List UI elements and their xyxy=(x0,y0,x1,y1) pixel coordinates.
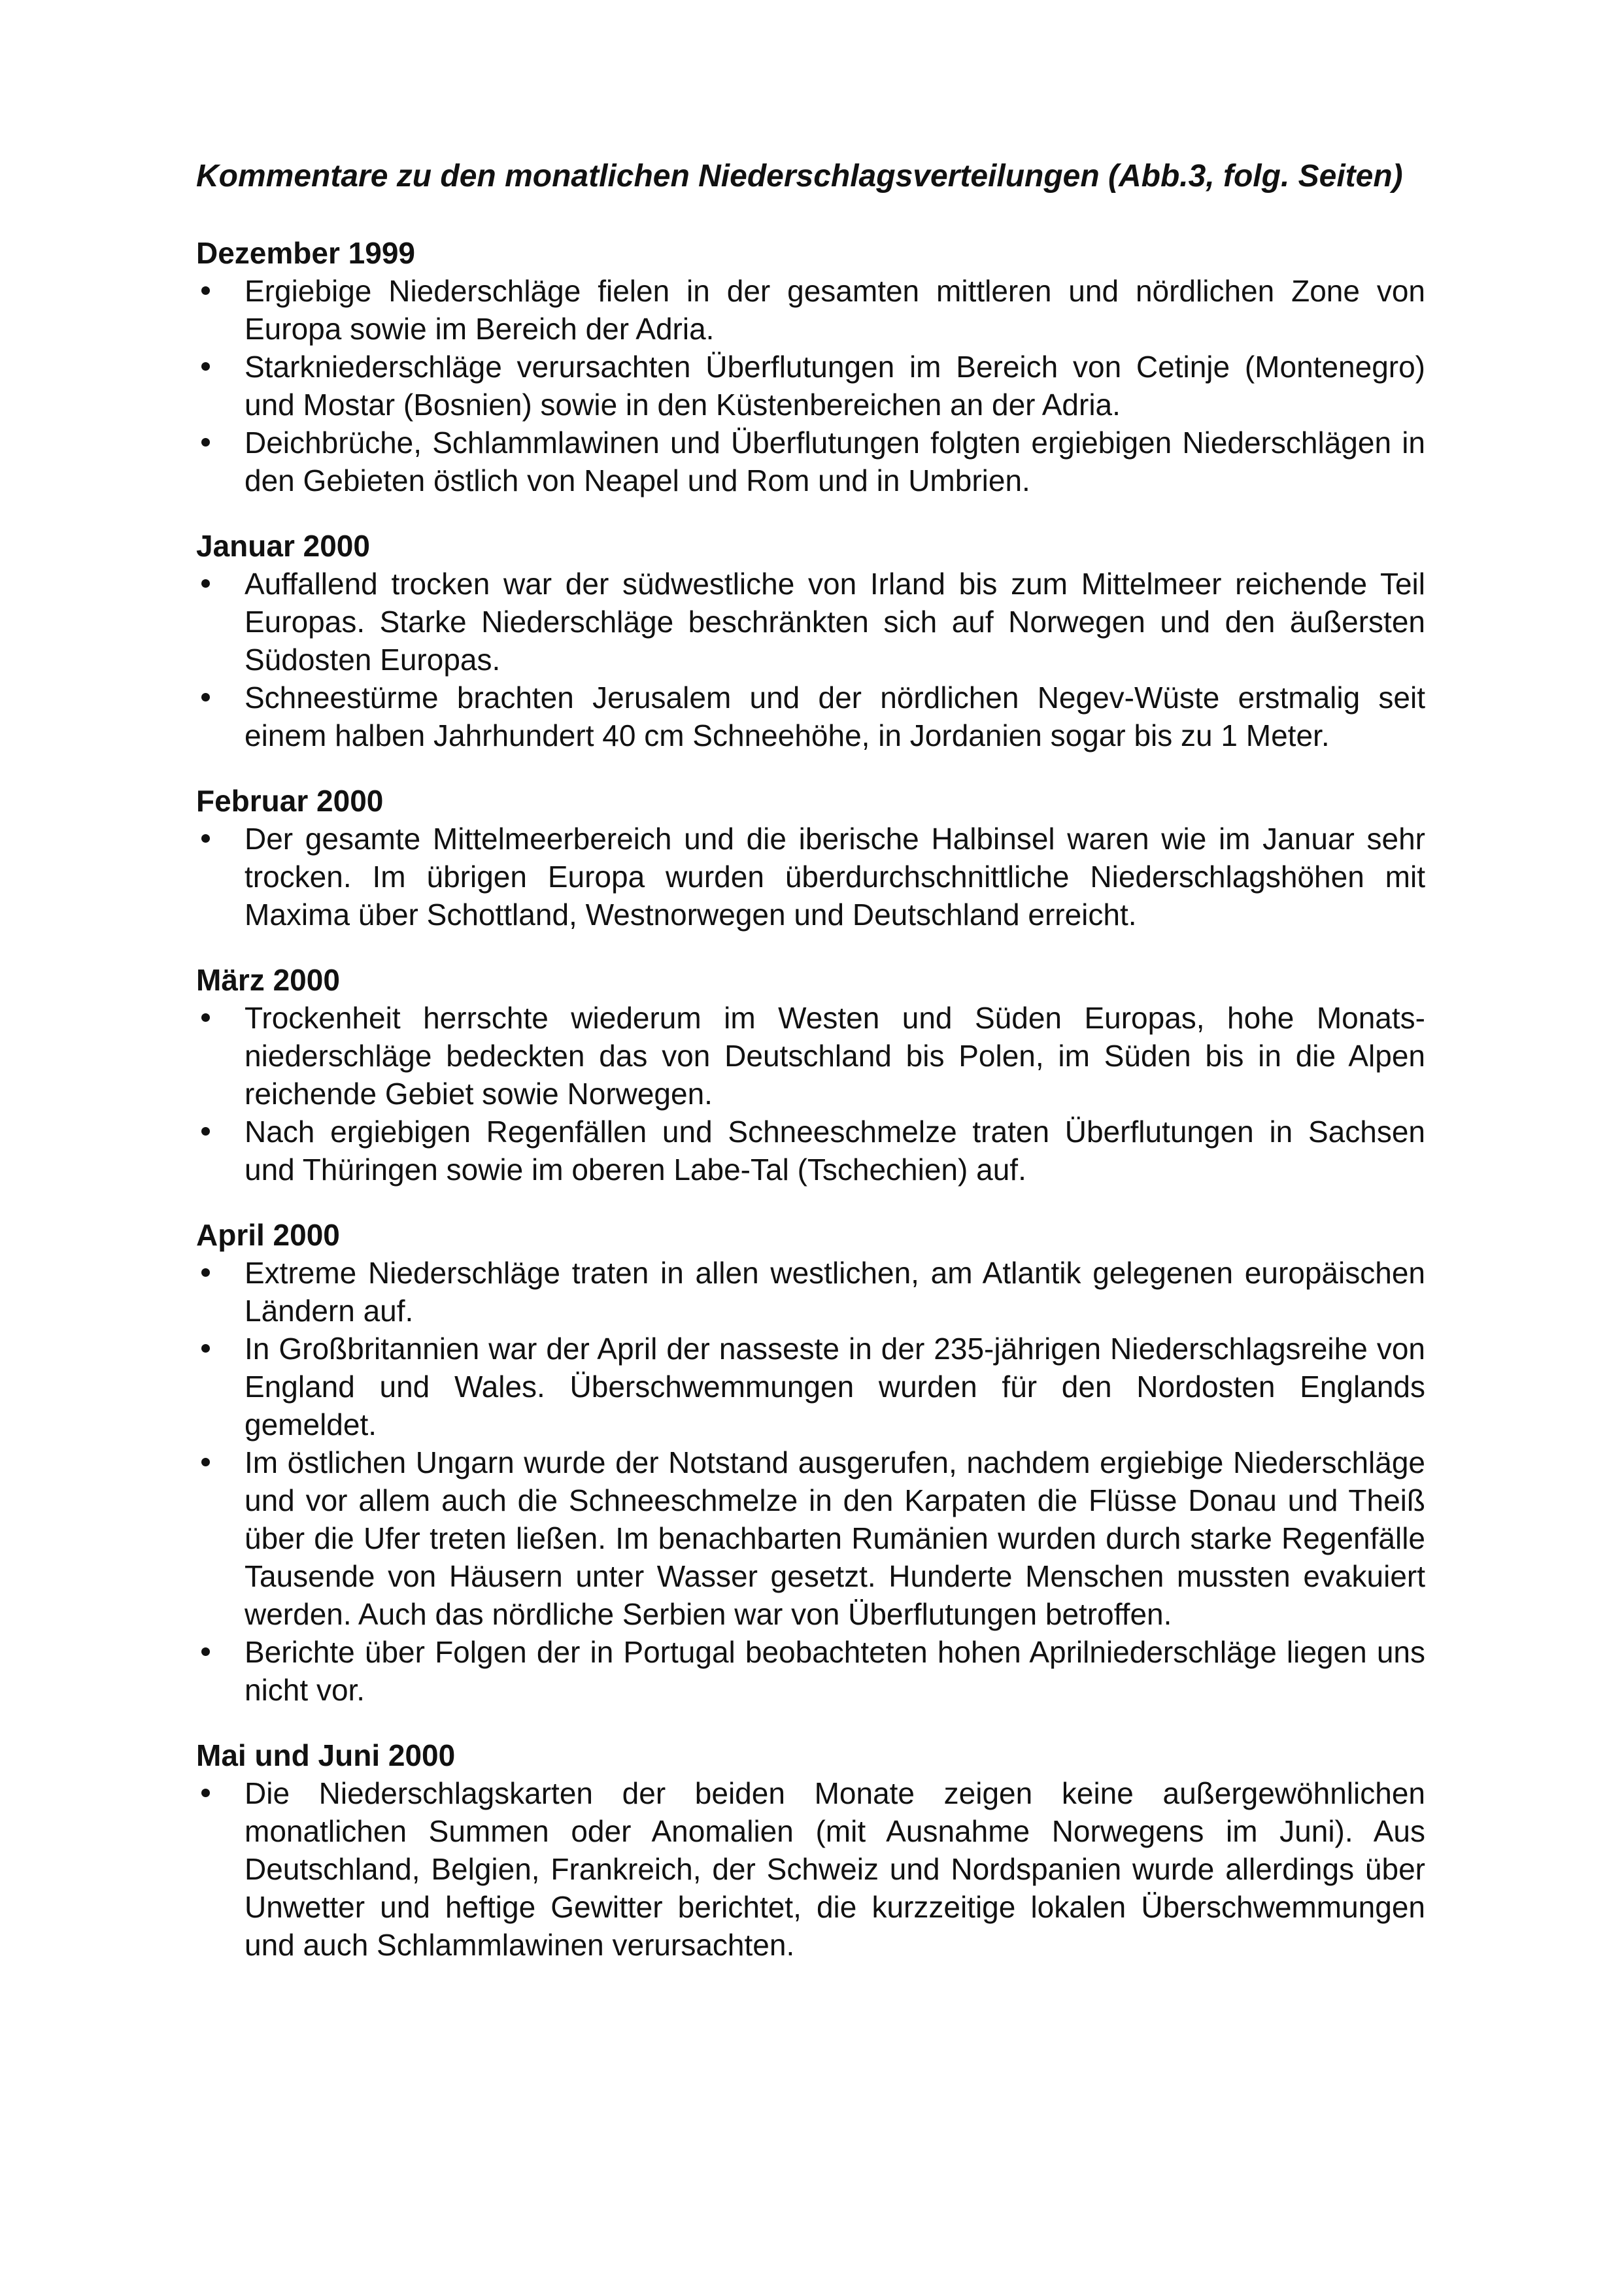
section-heading: Dezember 1999 xyxy=(196,236,415,270)
section-heading: April 2000 xyxy=(196,1218,340,1252)
month-section xyxy=(196,1736,1425,1964)
bullet-dot-icon xyxy=(201,1127,210,1136)
bullet-text: Auffallend trocken war der südwestliche von Irland bis zum Mittelmeer reichende Teil Europas. Starke Niederschläge beschränkten sich auf Norwegen und den äußersten Südosten Europas. xyxy=(245,567,1425,677)
bullet-text: Nach ergiebigen Regenfällen und Schneeschmelze traten Überflutungen in Sachsen und Thüringen sowie im oberen Labe-Tal (Tschechien) auf. xyxy=(245,1115,1425,1187)
month-section xyxy=(196,1216,1425,1709)
bullet-item xyxy=(196,1113,1425,1189)
section-heading: Mai und Juni 2000 xyxy=(196,1738,456,1772)
bullet-text: Schneestürme brachten Jerusalem und der nördlichen Negev-Wüste erstmalig seit einem halben Jahrhundert 40 cm Schneehöhe, in Jordanien sogar bis zu 1 Meter. xyxy=(245,681,1425,752)
bullet-item xyxy=(196,820,1425,934)
bullet-list xyxy=(196,999,1425,1189)
bullet-dot-icon xyxy=(201,579,210,588)
bullet-text: Ergiebige Niederschläge fielen in der gesamten mittleren und nördlichen Zone von Europa sowie im Bereich der Adria. xyxy=(245,274,1425,346)
sections-container xyxy=(196,234,1425,1964)
bullet-dot-icon xyxy=(201,1268,210,1277)
bullet-item xyxy=(196,1633,1425,1709)
bullet-text: Berichte über Folgen der in Portugal beobachteten hohen Aprilniederschläge liegen uns nicht vor. xyxy=(245,1635,1425,1707)
bullet-text: Im östlichen Ungarn wurde der Notstand ausgerufen, nachdem ergiebige Niederschläge und vor allem auch die Schneeschmelze in den Karpaten die Flüsse Donau und Theiß über die Ufer treten ließen. Im benachbarten Rumänien wurden durch starke Regenfälle Tausende von Häusern unter Wasser gesetzt. Hunderte Menschen mussten evakuiert werden. Auch das nördliche Serbien war von Überflutungen betroffen. xyxy=(245,1445,1425,1631)
bullet-text: Starkniederschläge verursachten Überflutungen im Bereich von Cetinje (Montenegro) und Mostar (Bosnien) sowie in den Küstenbereichen an der Adria. xyxy=(245,350,1425,422)
bullet-dot-icon xyxy=(201,1458,210,1466)
bullet-item xyxy=(196,565,1425,679)
bullet-dot-icon xyxy=(201,438,210,447)
bullet-list xyxy=(196,1774,1425,1964)
bullet-list xyxy=(196,272,1425,499)
month-section xyxy=(196,527,1425,754)
bullet-dot-icon xyxy=(201,834,210,843)
bullet-text: Der gesamte Mittelmeerbereich und die iberische Halbinsel waren wie im Januar sehr trocken. Im übrigen Europa wurden überdurchschnittliche Niederschlagshöhen mit Maxima über Schottland, Westnorwegen und Deutschland erreicht. xyxy=(245,822,1425,932)
document-title: Kommentare zu den monatlichen Niederschlagsverteilungen (Abb.3, folg. Seiten) xyxy=(196,159,1403,194)
bullet-dot-icon xyxy=(201,1344,210,1353)
section-heading: Januar 2000 xyxy=(196,529,370,563)
bullet-dot-icon xyxy=(201,362,210,371)
bullet-list xyxy=(196,820,1425,934)
bullet-text: Trockenheit herrschte wiederum im Westen und Süden Europas, hohe Monatsniederschläge bedeckten das von Deutschland bis Polen, im Süden bis in die Alpen reichende Gebiet sowie Norwegen. xyxy=(245,1001,1425,1111)
bullet-dot-icon xyxy=(201,1789,210,1797)
bullet-text: In Großbritannien war der April der nasseste in der 235-jährigen Niederschlagsreihe von England und Wales. Überschwemmungen wurden für den Nordosten Englands gemeldet. xyxy=(245,1332,1425,1442)
section-heading: Februar 2000 xyxy=(196,784,384,818)
bullet-text: Deichbrüche, Schlammlawinen und Überflutungen folgten ergiebigen Niederschlägen in den Gebieten östlich von Neapel und Rom und in Umbrien. xyxy=(245,426,1425,498)
bullet-list xyxy=(196,1254,1425,1709)
bullet-item xyxy=(196,999,1425,1113)
bullet-item xyxy=(196,679,1425,754)
bullet-text: Die Niederschlagskarten der beiden Monate zeigen keine außergewöhnlichen monatlichen Summen oder Anomalien (mit Ausnahme Norwegens im Juni). Aus Deutschland, Belgien, Frankreich, der Schweiz und Nordspanien wurde allerdings über Unwetter und heftige Gewitter berichtet, die kurzzeitige lokalen Überschwemmungen und auch Schlammlawinen verursachten. xyxy=(245,1776,1425,1962)
bullet-dot-icon xyxy=(201,693,210,701)
month-section xyxy=(196,961,1425,1189)
bullet-item xyxy=(196,272,1425,348)
month-section xyxy=(196,782,1425,934)
bullet-item xyxy=(196,348,1425,424)
bullet-dot-icon xyxy=(201,1647,210,1656)
bullet-text: Extreme Niederschläge traten in allen westlichen, am Atlantik gelegenen europäischen Ländern auf. xyxy=(245,1256,1425,1328)
bullet-list xyxy=(196,565,1425,754)
bullet-item xyxy=(196,424,1425,499)
bullet-item xyxy=(196,1330,1425,1443)
bullet-item xyxy=(196,1443,1425,1633)
bullet-item xyxy=(196,1774,1425,1964)
section-heading: März 2000 xyxy=(196,963,340,997)
bullet-dot-icon xyxy=(201,1013,210,1022)
document-page xyxy=(196,156,1425,1991)
bullet-item xyxy=(196,1254,1425,1330)
bullet-dot-icon xyxy=(201,286,210,295)
month-section xyxy=(196,234,1425,499)
